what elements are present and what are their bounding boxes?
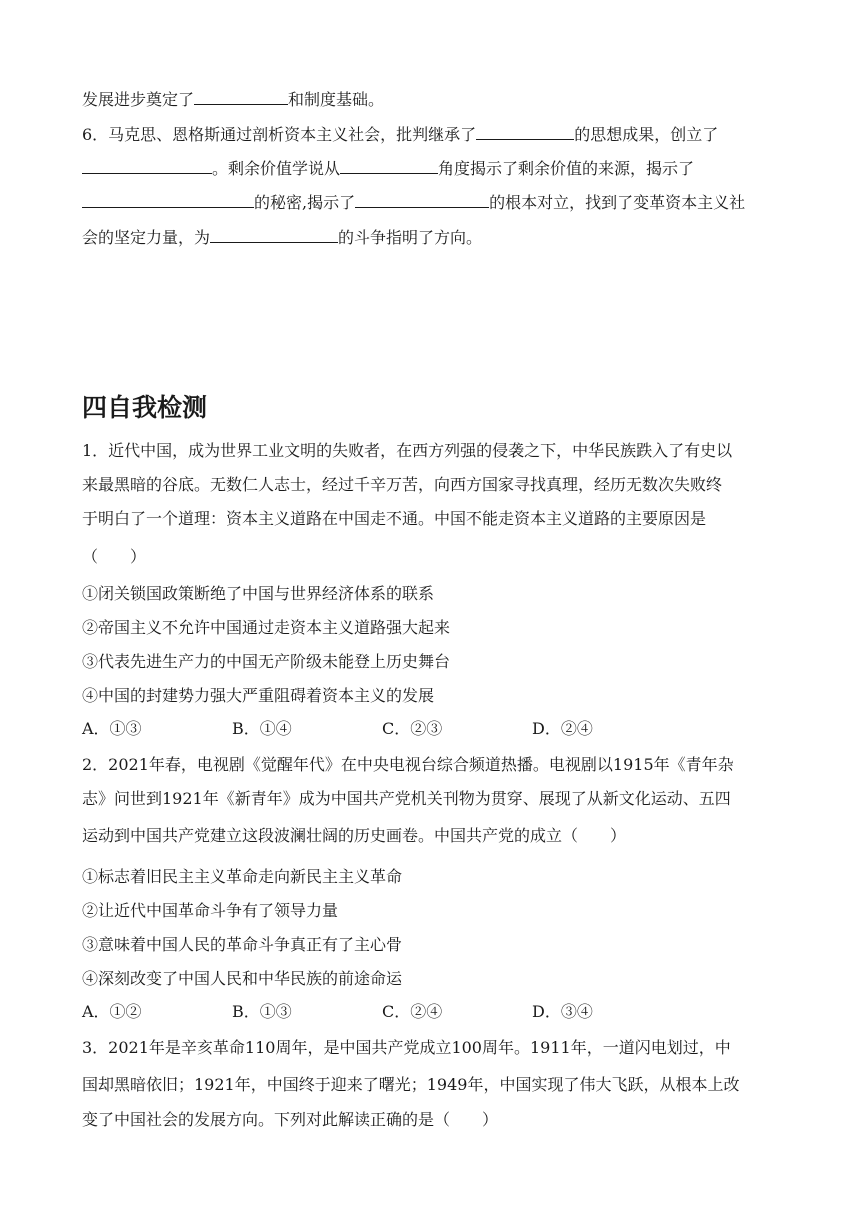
answer-blank[interactable] bbox=[476, 125, 574, 140]
q2-option-d[interactable]: D．③④ bbox=[532, 1002, 593, 1021]
q1-option-b[interactable]: B．①④ bbox=[232, 719, 292, 738]
q2-statement: ④深刻改变了中国人民和中华民族的前途命运 bbox=[82, 969, 403, 988]
q1-statement: ④中国的封建势力强大严重阻碍着资本主义的发展 bbox=[82, 686, 435, 705]
q1-stem-line: 来最黑暗的谷底。无数仁人志士，经过千辛万苦，向西方国家寻找真理，经历无数次失败终 bbox=[82, 475, 723, 494]
answer-blank[interactable] bbox=[210, 228, 338, 243]
section-title: 四自我检测 bbox=[82, 393, 208, 422]
q1-statement: ①闭关锁国政策断绝了中国与世界经济体系的联系 bbox=[82, 584, 435, 603]
q1-stem-line: 于明白了一个道理：资本主义道路在中国走不通。中国不能走资本主义道路的主要原因是 bbox=[82, 509, 707, 528]
answer-blank[interactable] bbox=[82, 193, 254, 208]
answer-blank[interactable] bbox=[340, 159, 438, 174]
q2-statement: ③意味着中国人民的革命斗争真正有了主心骨 bbox=[82, 935, 403, 954]
q1-option-c[interactable]: C．②③ bbox=[382, 719, 443, 738]
q1-stem-line: 1．近代中国，成为世界工业文明的失败者，在西方列强的侵袭之下，中华民族跌入了有史以 bbox=[82, 441, 733, 460]
q2-option-b[interactable]: B．①③ bbox=[232, 1002, 292, 1021]
answer-blank[interactable] bbox=[194, 90, 288, 105]
q1-option-d[interactable]: D．②④ bbox=[532, 719, 593, 738]
q2-statement: ②让近代中国革命斗争有了领导力量 bbox=[82, 901, 339, 920]
q6-line-3: 的秘密,揭示了 的根本对立，找到了变革资本主义社 bbox=[82, 193, 782, 213]
q3-stem-line: 3．2021年是辛亥革命110周年，是中国共产党成立100周年。1911年，一道闪电划过，中 bbox=[82, 1038, 731, 1057]
q3-stem-line: 变了中国社会的发展方向。下列对此解读正确的是（ ） bbox=[82, 1110, 499, 1129]
q1-statement: ③代表先进生产力的中国无产阶级未能登上历史舞台 bbox=[82, 652, 451, 671]
q6-line-2: 。剩余价值学说从 角度揭示了剩余价值的来源，揭示了 bbox=[82, 159, 782, 179]
q2-stem-line: 志》问世到1921年《新青年》成为中国共产党机关刊物为贯穿、展现了从新文化运动、五四 bbox=[82, 789, 731, 808]
q2-stem-line: 2．2021年春，电视剧《觉醒年代》在中央电视台综合频道热播。电视剧以1915年《青年杂 bbox=[82, 755, 734, 774]
q1-option-a[interactable]: A．①③ bbox=[82, 719, 142, 738]
q2-statement: ①标志着旧民主主义革命走向新民主主义革命 bbox=[82, 867, 403, 886]
q2-option-a[interactable]: A．①② bbox=[82, 1002, 142, 1021]
q6-line-4: 会的坚定力量，为 的斗争指明了方向。 bbox=[82, 228, 483, 247]
q2-stem-line: 运动到中国共产党建立这段波澜壮阔的历史画卷。中国共产党的成立（ ） bbox=[82, 826, 627, 845]
answer-blank[interactable] bbox=[82, 159, 212, 174]
fill-line-foundation: 发展进步奠定了 和制度基础。 bbox=[82, 90, 385, 109]
q6-line-1: 6．马克思、恩格斯通过剖析资本主义社会，批判继承了 的思想成果，创立了 bbox=[82, 125, 719, 144]
answer-blank[interactable] bbox=[355, 193, 489, 208]
q2-option-c[interactable]: C．②④ bbox=[382, 1002, 443, 1021]
q3-stem-line: 国却黑暗依旧；1921年，中国终于迎来了曙光；1949年，中国实现了伟大飞跃，从根本上改 bbox=[82, 1075, 740, 1094]
q1-answer-bracket: （ ） bbox=[82, 547, 147, 566]
q1-statement: ②帝国主义不允许中国通过走资本主义道路强大起来 bbox=[82, 618, 451, 637]
